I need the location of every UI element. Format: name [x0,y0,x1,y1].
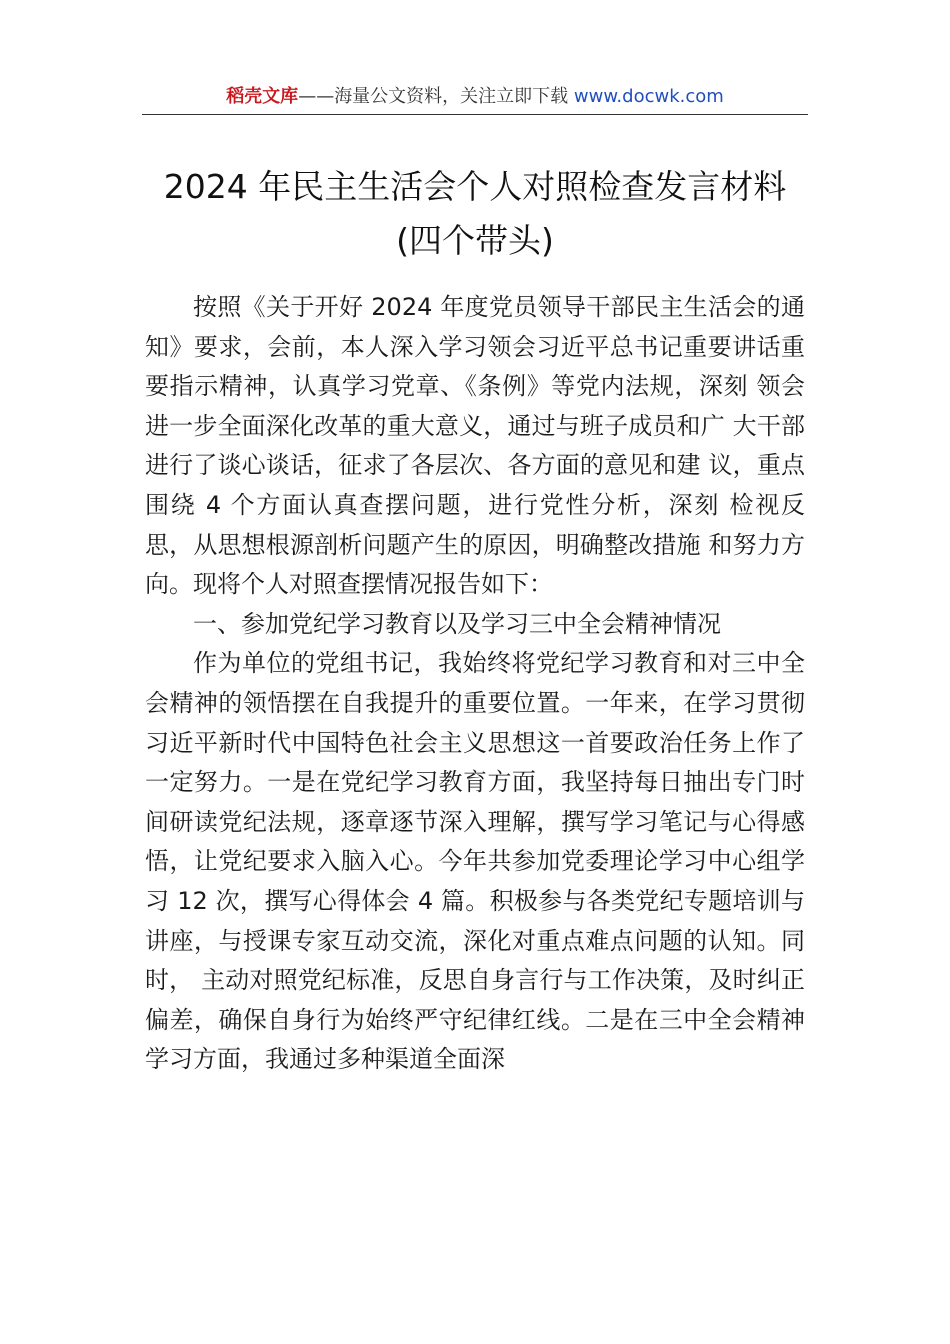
intro-paragraph: 按照《关于开好 2024 年度党员领导干部民主生活会的通知》要求，会前，本人深入学习领会习近平总书记重要讲话重要指示精神，认真学习党章、《条例》等党内法规，深刻 领会进一步全面深化改革的重大意义，通过与班子成员和广 大干部进行了谈心谈话，征求了各层次、各方面的意见和建 议，重点围绕 4 个方面认真查摆问题，进行党性分析，深刻 检视反思，从思想根源剖析问题产生的原因，明确整改措施 和努力方向。现将个人对照查摆情况报告如下： [145,293,805,599]
header-divider [142,114,808,115]
document-body [145,288,805,1080]
header-url-link[interactable]: www.docwk.com [573,86,724,107]
section-1-heading: 一、参加党纪学习教育以及学习三中全会精神情况 [193,609,721,638]
title-line-2: (四个带头) [396,221,554,260]
document-title [90,160,860,268]
watermark-header [142,84,808,110]
brand-logo-text: 稻壳文库 [226,86,299,107]
title-line-1: 2024 年民主生活会个人对照检查发言材料 [163,167,787,206]
header-tagline: ——海量公文资料，关注立即下载 [298,86,574,107]
section-1-paragraph: 作为单位的党组书记，我始终将党纪学习教育和对三中全会精神的领悟摆在自我提升的重要位置。一年来，在学习贯彻习近平新时代中国特色社会主义思想这一首要政治任务上作了一定努力。一是在党纪学习教育方面，我坚持每日抽出专门时间研读党纪法规，逐章逐节深入理解，撰写学习笔记与心得感悟，让党纪要求入脑入心。今年共参加党委理论学习中心组学习 12 次，撰写心得体会 4 篇。积极参与各类党纪专题培训与讲座，与授课专家互动交流，深化对重点难点问题的认知。同时， 主动对照党纪标准，反思自身言行与工作决策，及时纠正偏差，确保自身行为始终严守纪律红线。二是在三中全会精神学习方面，我通过多种渠道全面深 [145,649,805,1074]
